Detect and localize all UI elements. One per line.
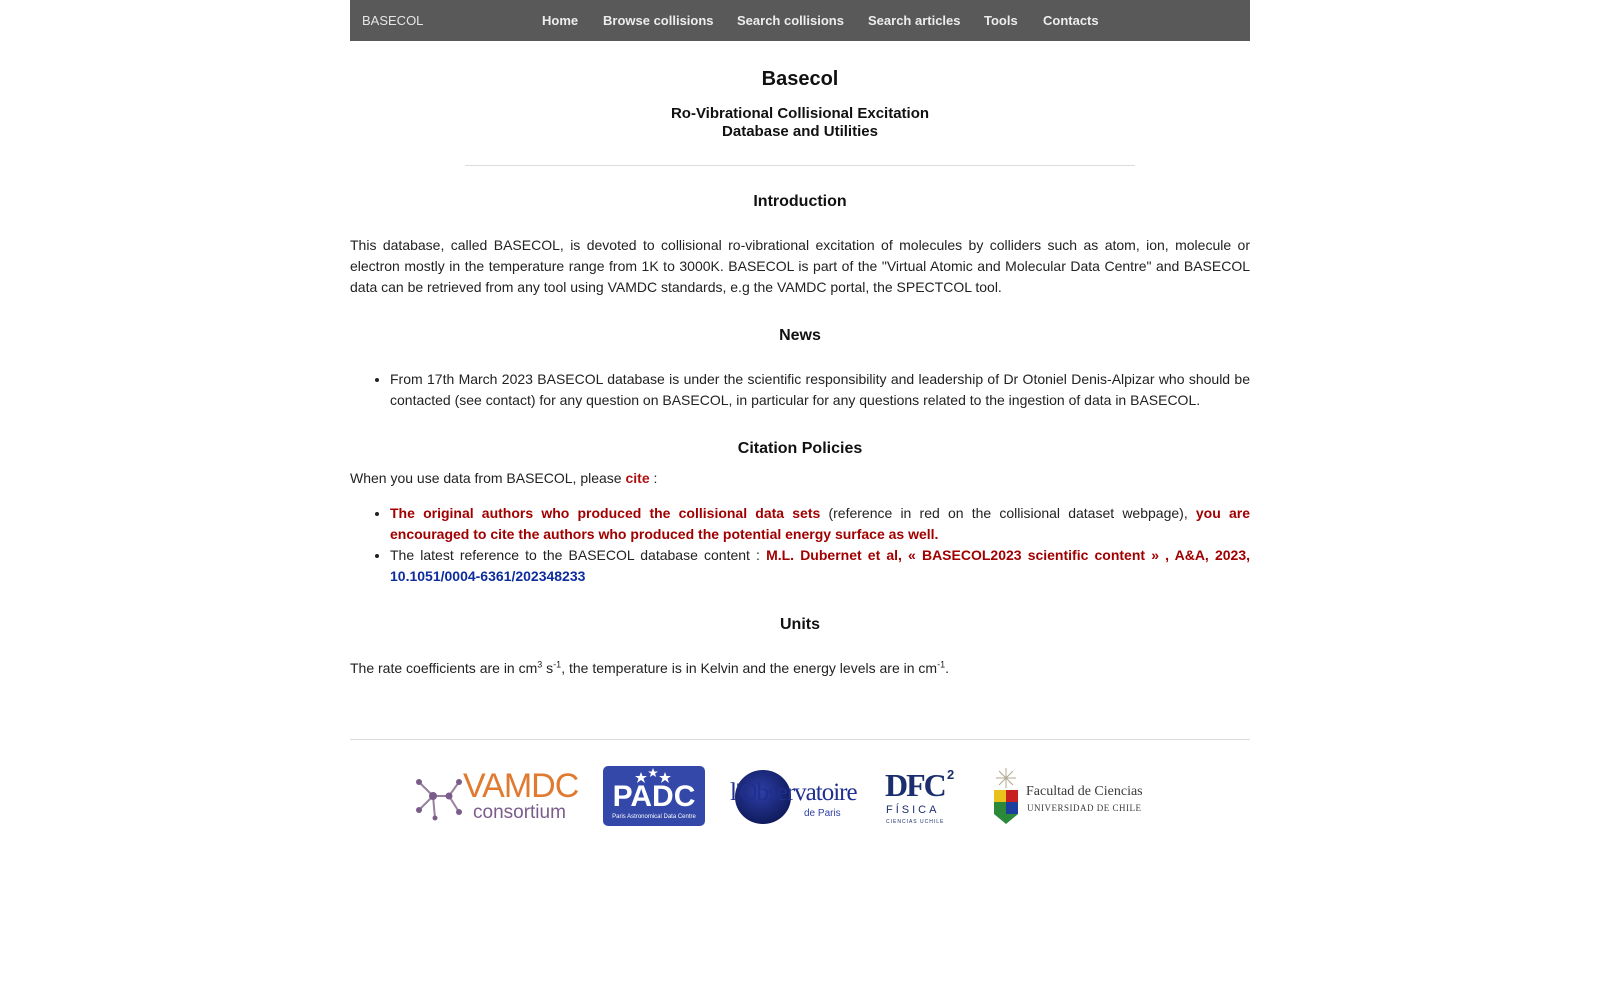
units-sup-3: -1 <box>937 659 946 670</box>
observatoire-wordmark: l'Observatoire <box>730 779 857 806</box>
partner-logos <box>350 762 1250 832</box>
original-authors-text: The original authors who produced the collisional data sets <box>390 505 821 521</box>
page-title: Basecol <box>761 68 839 90</box>
vamdc-logo[interactable] <box>413 767 579 824</box>
introduction-text: This database, called BASECOL, is devoted to collisional ro-vibrational excitation of molecules by colliders such as atom, ion, molecule or electron mostly in the temperature range from 1K to 3000K. BASECOL is part of the "Virtual Atomic and Molecular Data Centre" and BASECOL data can be retrieved from any tool using VAMDC standards, e.g the VAMDC portal, the SPECTCOL tool. <box>350 237 1250 295</box>
citation-intro <box>350 468 1250 489</box>
main-nav <box>350 13 1250 29</box>
dfc-superscript: 2 <box>947 767 955 782</box>
pes-authors-text: you are encouraged to cite the authors who produced the potential energy surface as well. <box>390 505 1250 542</box>
cite-link[interactable]: cite <box>625 470 650 486</box>
doi-link[interactable]: 10.1051/0004-6361/202348233 <box>390 568 586 584</box>
nav-search-articles[interactable]: Search articles <box>868 13 961 28</box>
units-sup-2: -1 <box>553 659 562 670</box>
nav-home[interactable]: Home <box>542 13 579 28</box>
units-text-2: s <box>542 660 554 676</box>
dfc-subtitle: FÍSICA <box>886 804 940 816</box>
reference-note: (reference in red on the collisional dataset webpage), <box>820 505 1196 521</box>
news-item: • From 17th March 2023 BASECOL database is under the scientific responsibility and leadership of Dr Otoniel Denis-Alpizar who should be contacted (see contact) for any question on BASECOL, in particular for any questions related to the ingestion of data in BASECOL. <box>390 369 1250 411</box>
nav-browse-collisions[interactable]: Browse collisions <box>603 13 714 28</box>
dfc-subtitle-2: CIENCIAS UCHILE <box>886 819 945 825</box>
citation-item-original-authors <box>390 503 1250 545</box>
facultad-title: Facultad de Ciencias <box>1026 784 1143 799</box>
units-text-4: . <box>945 660 949 676</box>
facultad-ciencias-logo[interactable] <box>990 766 1170 828</box>
units-text-1: The rate coefficients are in cm <box>350 660 538 676</box>
nav-search-collisions[interactable]: Search collisions <box>737 13 844 28</box>
units-sup-1: 3 <box>537 659 543 670</box>
news-heading: News <box>779 327 821 344</box>
latest-reference-label: The latest reference to the BASECOL database content : <box>390 547 767 563</box>
dfc-logo[interactable] <box>885 767 965 827</box>
header-divider <box>465 165 1135 166</box>
page-subtitle-line1: Ro-Vibrational Collisional Excitation <box>670 105 930 122</box>
units-heading: Units <box>780 616 820 633</box>
uchile-crest-icon <box>990 766 1022 828</box>
citation-intro-text: When you use data from BASECOL, please <box>350 470 626 486</box>
padc-subtitle: Paris Astronomical Data Centre <box>612 814 696 820</box>
page-container <box>350 0 1250 825</box>
units-text-3: , the temperature is in Kelvin and the energy levels are in cm <box>561 660 938 676</box>
citation-item-latest-reference <box>390 545 1250 587</box>
vamdc-wordmark: VAMDC <box>463 767 579 805</box>
citation-intro-colon: : <box>649 470 658 486</box>
facultad-university: UNIVERSIDAD DE CHILE <box>1027 803 1142 813</box>
brand-link[interactable]: BASECOL <box>362 13 424 28</box>
latest-reference-citation: M.L. Dubernet et al, « BASECOL2023 scientific content » , A&A, 2023, <box>766 547 1250 563</box>
padc-logo[interactable] <box>603 766 705 826</box>
padc-wordmark: PADC <box>612 780 696 813</box>
observatoire-subtitle: de Paris <box>804 808 841 819</box>
top-navbar <box>350 0 1250 41</box>
nav-tools[interactable]: Tools <box>984 13 1018 28</box>
nav-contacts[interactable]: Contacts <box>1043 13 1099 28</box>
observatoire-logo[interactable] <box>730 768 860 826</box>
introduction-heading: Introduction <box>753 193 847 210</box>
footer-divider <box>350 739 1250 740</box>
units-text <box>350 658 1250 679</box>
vamdc-subtitle: consortium <box>473 802 566 823</box>
citation-list <box>350 503 1250 587</box>
page-subtitle-line2: Database and Utilities <box>722 123 878 140</box>
dfc-wordmark: DFC <box>885 767 945 803</box>
news-list <box>350 369 1250 411</box>
citation-heading: Citation Policies <box>737 440 863 457</box>
